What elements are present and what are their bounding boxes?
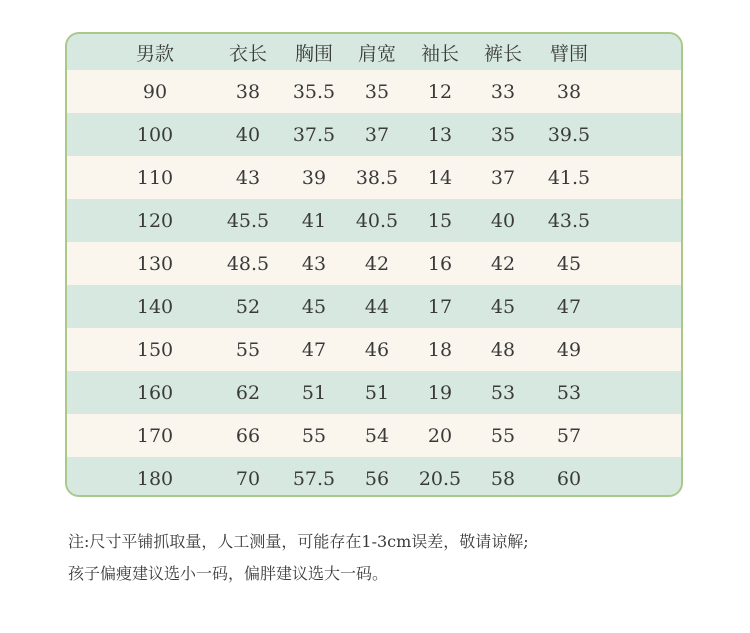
table-cell: 58 [490,468,516,490]
header-cell-arm: 臂围 [549,42,589,65]
table-cell: 40.5 [355,209,399,232]
table-row [67,328,681,371]
header-cell-length: 衣长 [228,42,268,65]
table-cell: 13 [427,123,453,146]
table-cell: 49 [556,338,582,361]
table-row [67,285,681,328]
table-row [67,242,681,285]
table-cell: 120 [136,209,174,232]
table-cell: 43.5 [547,209,591,232]
table-row [67,113,681,156]
table-cell: 60 [556,468,582,490]
table-cell: 39.5 [547,123,591,146]
table-cell: 18 [427,338,453,361]
table-cell: 17 [427,295,453,318]
table-cell: 39 [301,166,327,189]
table-cell: 40 [490,209,516,232]
measurement-note: 注:尺寸平铺抓取量，人工测量，可能存在1-3cm误差，敬请谅解; [68,532,529,551]
table-cell: 90 [142,80,168,103]
table-cell: 110 [136,166,174,189]
table-cell: 33 [490,80,516,103]
table-cell: 41.5 [547,166,591,189]
table-header-row [67,34,681,70]
table-cell: 160 [136,381,174,404]
table-cell: 170 [136,424,174,447]
table-cell: 19 [427,381,453,404]
table-cell: 48.5 [226,252,270,275]
table-cell: 40 [235,123,261,146]
table-cell: 54 [364,424,390,447]
table-cell: 140 [136,295,174,318]
table-cell: 70 [235,468,261,490]
table-cell: 43 [301,252,327,275]
table-cell: 45 [556,252,582,275]
table-cell: 35.5 [292,80,336,103]
table-cell: 130 [136,252,174,275]
table-cell: 15 [427,209,453,232]
table-cell: 53 [490,381,516,404]
table-cell: 62 [235,381,261,404]
table-cell: 55 [235,338,261,361]
table-cell: 100 [136,123,174,146]
table-cell: 180 [136,468,174,490]
table-cell: 48 [490,338,516,361]
table-row [67,199,681,242]
table-cell: 44 [364,295,390,318]
table-row [67,156,681,199]
table-cell: 42 [490,252,516,275]
table-cell: 52 [235,295,261,318]
sizing-advice-note: 孩子偏瘦建议选小一码，偏胖建议选大一码。 [68,564,389,583]
header-cell-gender: 男款 [135,42,175,65]
table-row [67,414,681,457]
table-cell: 37.5 [292,123,336,146]
table-cell: 53 [556,381,582,404]
table-cell: 14 [427,166,453,189]
table-cell: 37 [490,166,516,189]
header-cell-sleeve: 袖长 [420,42,460,65]
table-cell: 12 [427,80,453,103]
table-cell: 51 [364,381,390,404]
table-cell: 66 [235,424,261,447]
header-cell-shoulder: 肩宽 [357,42,397,65]
table-cell: 35 [490,123,516,146]
table-cell: 42 [364,252,390,275]
table-cell: 35 [364,80,390,103]
table-cell: 150 [136,338,174,361]
header-cell-pants: 裤长 [483,42,523,65]
table-cell: 47 [556,295,582,318]
table-row [67,457,681,497]
table-cell: 51 [301,381,327,404]
table-cell: 38 [556,80,582,103]
table-cell: 38 [235,80,261,103]
table-cell: 46 [364,338,390,361]
table-cell: 37 [364,123,390,146]
table-cell: 20 [427,424,453,447]
table-cell: 41 [301,209,327,232]
table-cell: 55 [301,424,327,447]
table-cell: 38.5 [355,166,399,189]
table-row [67,371,681,414]
table-row [67,70,681,113]
header-cell-chest: 胸围 [294,42,334,65]
table-cell: 45 [301,295,327,318]
table-cell: 45 [490,295,516,318]
table-cell: 56 [364,468,390,490]
table-cell: 45.5 [226,209,270,232]
table-cell: 16 [427,252,453,275]
table-cell: 57 [556,424,582,447]
table-cell: 57.5 [292,468,336,490]
table-cell: 47 [301,338,327,361]
table-cell: 43 [235,166,261,189]
table-cell: 55 [490,424,516,447]
table-cell: 20.5 [418,468,462,490]
size-table [65,32,683,497]
